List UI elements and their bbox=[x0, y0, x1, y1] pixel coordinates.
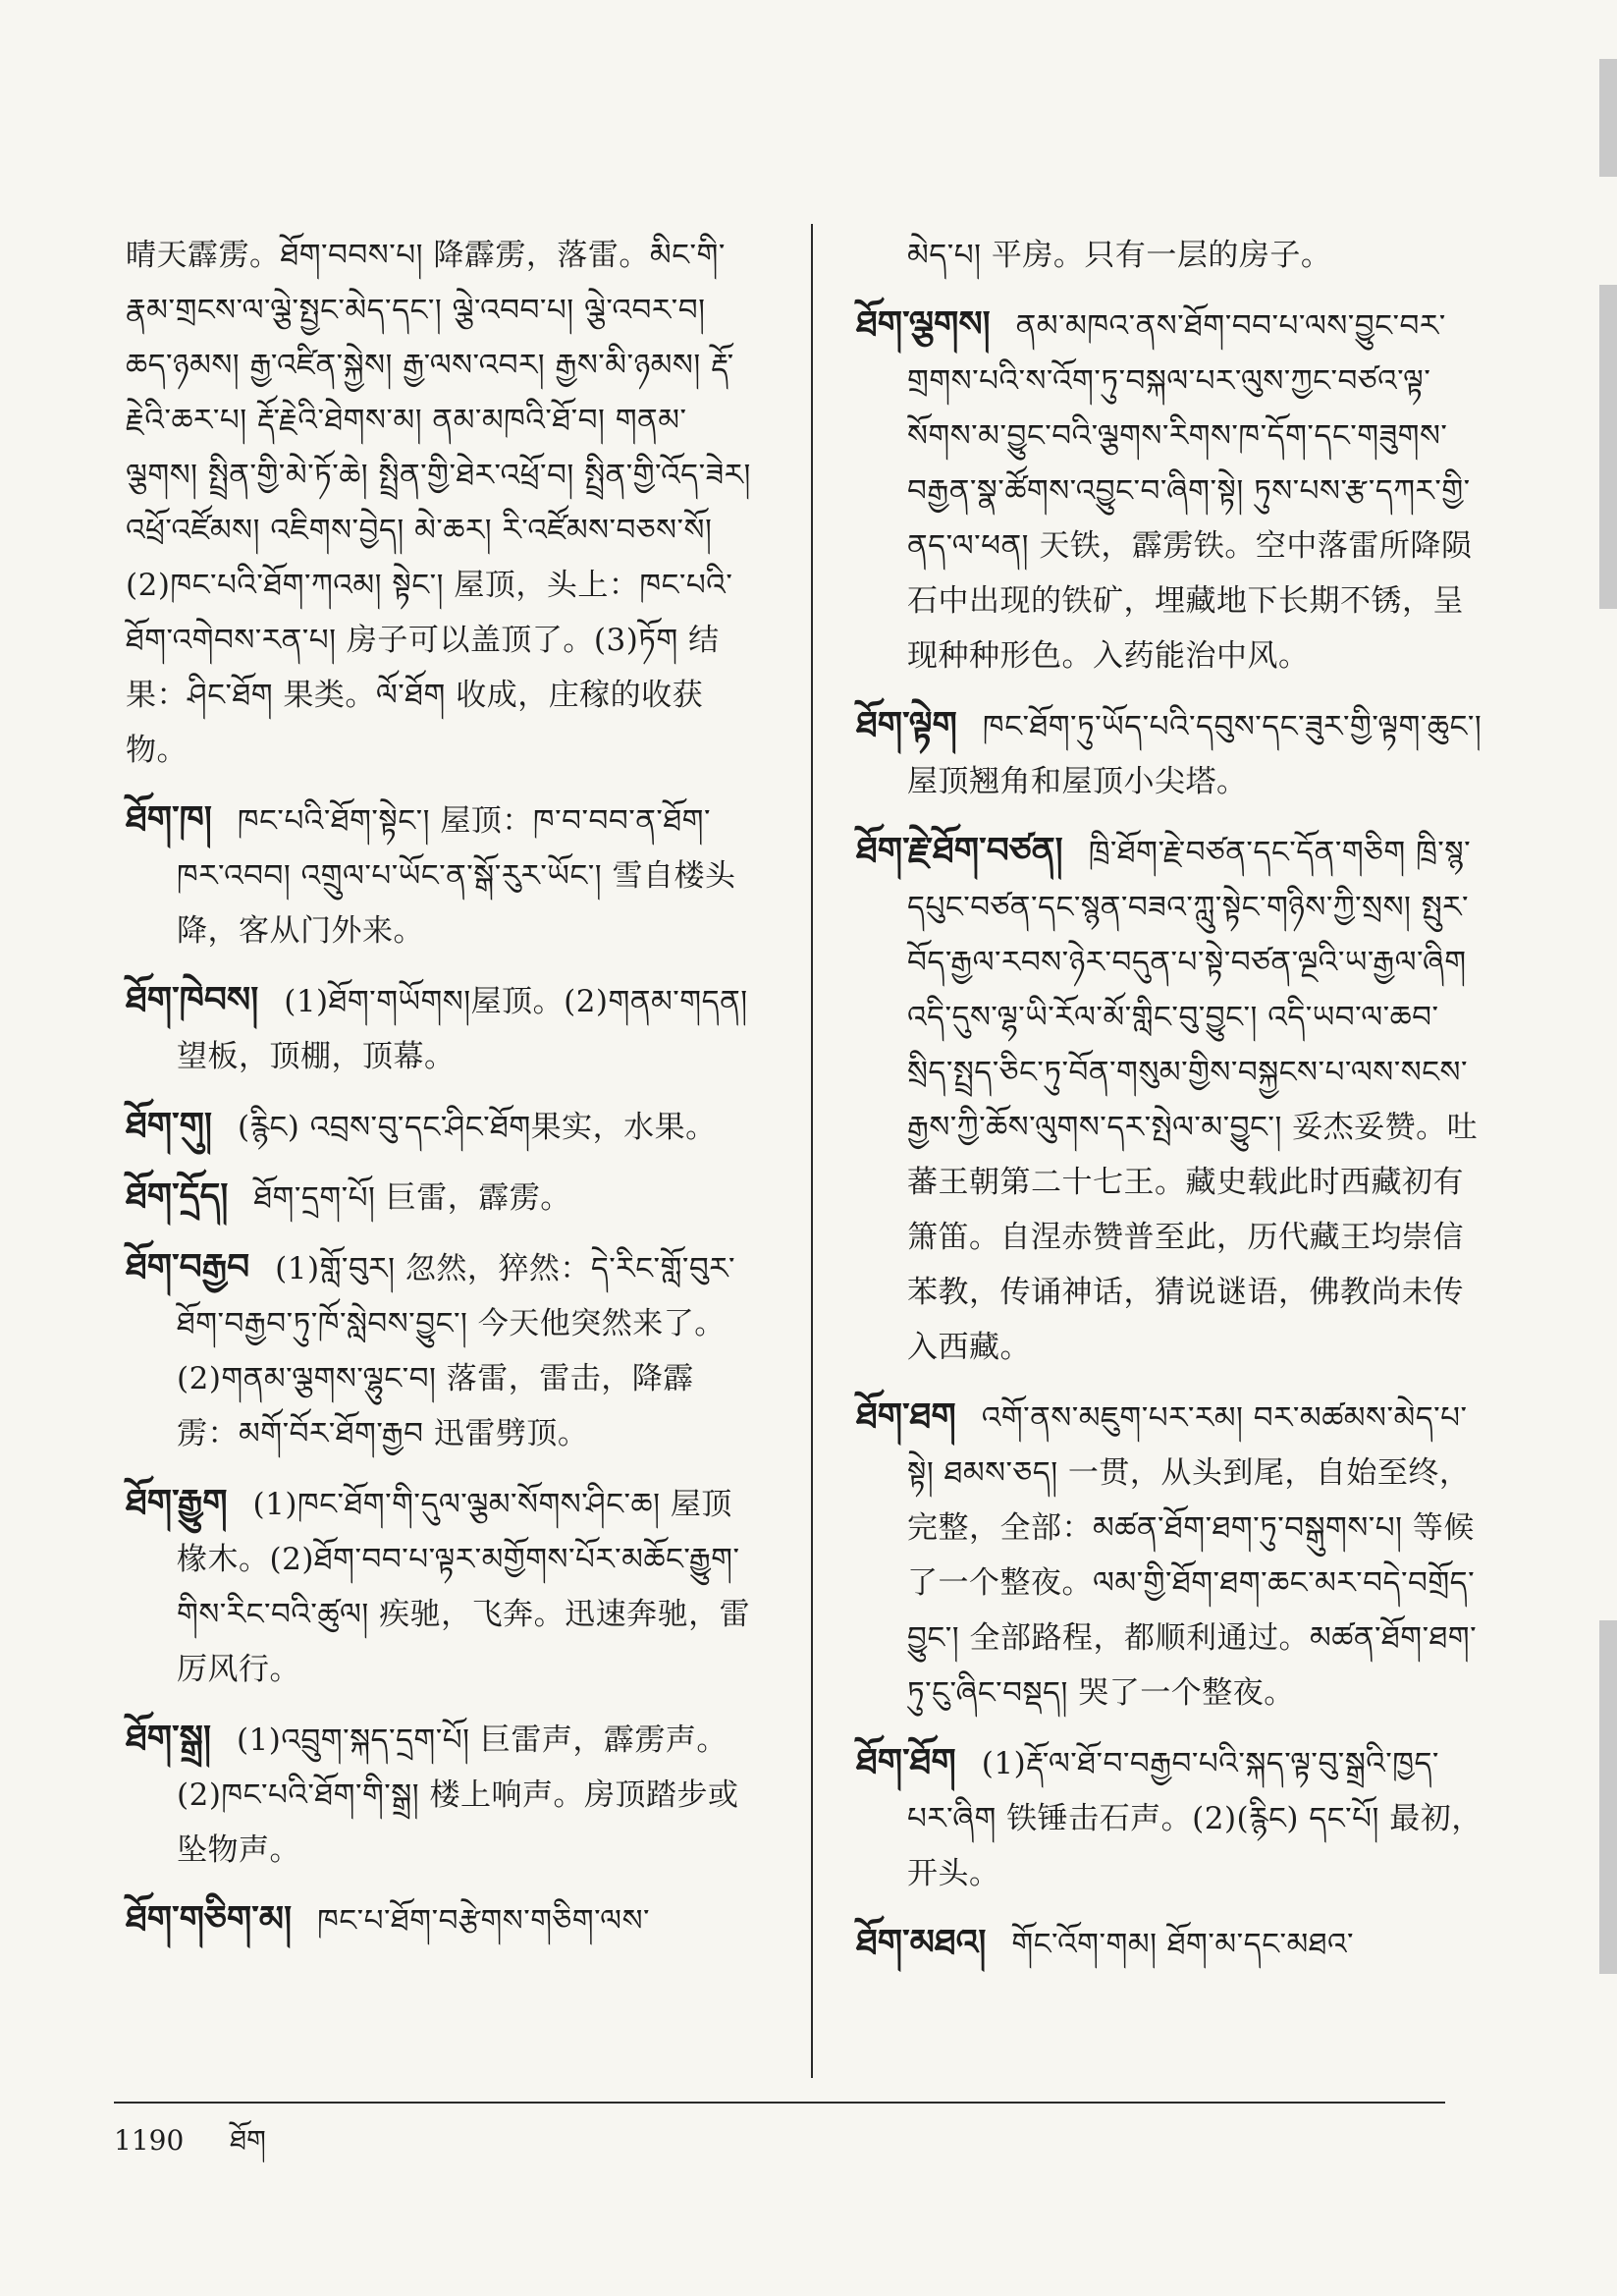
entry-body: མེད་པ། 平房。只有一层的房子。 bbox=[907, 238, 1332, 273]
page-number: 1190 bbox=[114, 2124, 185, 2157]
entry-body: ཁང་པ་ཐོག་བརྩེགས་གཅིག་ལས་ bbox=[317, 1903, 651, 1939]
column-divider bbox=[811, 224, 813, 2078]
entry-headword: ཐོག་ཁེབས། bbox=[126, 979, 259, 1020]
page-footer bbox=[114, 2109, 266, 2187]
scan-edge-mark bbox=[1599, 1620, 1617, 1974]
left-column bbox=[126, 228, 754, 1962]
entry-headword: ཐོག་ཁ། bbox=[126, 798, 212, 840]
entry-headword: ཐོག་དྲོད། bbox=[126, 1175, 229, 1217]
entry-body: (1)འབྲུག་སྐད་དྲག་པོ། 巨雷声，霹雳声。(2)ཁང་པའི་ཐོག་གི་སྒྲ། 楼上响声。房顶踏步或坠物声。 bbox=[177, 1722, 739, 1868]
entry-body: (1)ཐོག་གཡོགས།屋顶。(2)གནམ་གདན། 望板，顶棚，顶幕。 bbox=[177, 984, 748, 1074]
scan-edge-mark bbox=[1599, 59, 1617, 177]
entry-headword: ཐོག་རྒྱུག bbox=[126, 1482, 228, 1523]
dictionary-entry bbox=[126, 228, 754, 778]
dictionary-entry bbox=[856, 1915, 1484, 1972]
dictionary-entry bbox=[126, 1169, 754, 1226]
dictionary-entry bbox=[856, 1389, 1484, 1721]
scan-edge-mark bbox=[1599, 285, 1617, 609]
dictionary-entry bbox=[126, 792, 754, 958]
dictionary-entry bbox=[126, 1239, 754, 1461]
entry-body: ཐོག་དྲག་པོ། 巨雷，霹雳。 bbox=[253, 1180, 571, 1216]
entry-headword: ཐོག་གུ། bbox=[126, 1105, 212, 1146]
entry-headword: ཐོག་ལྟེག bbox=[856, 704, 957, 745]
entry-body: འགོ་ནས་མཇུག་པར་རམ། བར་མཚམས་མེད་པ་སྟེ། ཐམས་ཅད། 一贯，从头到尾，自始至终，完整，全部：མཚན་ཐོག་ཐག་ཏུ་བསྒུགས་པ། 等候了一个整夜。ལམ་གྱི་ཐོག་ཐག་ཆང་མར་བདེ་བགྲོད་བྱུང་། 全部路程，都顺利通过。མཚན་ཐོག་ཐག་ཏུ་ངུ་ཞིང་བསྡད། 哭了一个整夜。 bbox=[907, 1400, 1478, 1711]
dictionary-entry bbox=[126, 1098, 754, 1155]
entry-headword: ཐོག་བརྒྱབ bbox=[126, 1246, 250, 1287]
entry-body: གོང་འོག་གམ། ཐོག་མ་དང་མཐའ་ bbox=[1011, 1927, 1355, 1962]
dictionary-entry bbox=[126, 972, 754, 1084]
entry-body: 晴天霹雳。ཐོག་བབས་པ། 降霹雳，落雷。མིང་གི་རྣམ་གྲངས་ལ་ལྕེ་སྤྱང་མེད་དང་། ལྕེ་འབབ་པ། ལྕེ་འབར་བ། ཆད་ཉམས། རྒྱ་འཛིན་སྐྱེས། རྒྱ་ལས་འབར། རྒྱས་མི་ཉམས། རྡོ་རྗེའི་ཆར་པ། རྡོ་རྗེའི་ཐེགས་མ། ནམ་མཁའི་ཐོ་བ། གནམ་ལྕགས། སྤྲིན་གྱི་མེ་ཏོ་ཆེ། སྤྲིན་གྱི་ཐེར་འཕྲོ་བ། སྤྲིན་གྱི་འོད་ཟེར། འཕྲོ་འཛོམས། འཇིགས་བྱེད། མེ་ཆར། རི་འཛོམས་བཅས་སོ། (2)ཁང་པའི་ཐོག་ཀའམ། སྟེང་། 屋顶，头上：ཁང་པའི་ཐོག་འགེབས་རན་པ། 房子可以盖顶了。(3)ཏོག 结果：ཤིང་ཐོག 果类。ལོ་ཐོག 收成，庄稼的收获物。 bbox=[126, 238, 751, 768]
footer-rule bbox=[114, 2102, 1445, 2104]
dictionary-entry bbox=[856, 697, 1484, 809]
entry-body: ནམ་མཁའ་ནས་ཐོག་བབ་པ་ལས་བྱུང་བར་གྲགས་པའི་ས་འོག་ཏུ་བསྐལ་པར་ལུས་ཀྱང་བཙའ་ལྟ་སོགས་མ་བྱུང་བའི་ལྕགས་རིགས་ཁ་དོག་དང་གཟུགས་བརྒྱན་སྣ་ཚོགས་འབྱུང་བ་ཞིག་སྟེ། ཏུས་པས་རྩ་དཀར་གྱི་ནད་ལ་ཕན། 天铁，霹雳铁。空中落雷所降陨石中出现的铁矿，埋藏地下长期不锈，呈现种种形色。入药能治中风。 bbox=[907, 308, 1473, 674]
entry-headword: ཐོག་རྗེ་ཐོག་བཙན། bbox=[856, 830, 1063, 871]
entry-body: (1)གློ་བུར། 忽然，猝然：དེ་རིང་གློ་བུར་ཐོག་བརྒྱབ་ཏུ་ཁོ་སླེབས་བྱུང་། 今天他突然来了。(2)གནམ་ལྕགས་ལྷུང་བ། 落雷，雷击，降霹雳：མགོ་བོར་ཐོག་རྒྱབ 迅雷劈顶。 bbox=[177, 1251, 736, 1451]
entry-body: ཁང་པའི་ཐོག་སྟེང་། 屋顶：ཁ་བ་བབ་ན་ཐོག་ཁར་འབབ། འགྲུལ་པ་ཡོང་ན་སྒོ་རུར་ཡོང་། 雪自楼头降，客从门外来。 bbox=[177, 803, 736, 949]
right-column bbox=[856, 228, 1484, 1986]
dictionary-entry bbox=[856, 823, 1484, 1375]
dictionary-entry bbox=[856, 1734, 1484, 1901]
entry-body: (1)རྡོ་ལ་ཐོ་བ་བརྒྱབ་པའི་སྐད་ལྟ་བུ་སྒྲའི་ཁྱད་པར་ཞིག 铁锤击石声。(2)(རྙིང) དང་པོ། 最初，开头。 bbox=[907, 1746, 1482, 1891]
running-header-word: ཐོག bbox=[230, 2124, 266, 2157]
entry-body: (རྙིང) འབྲས་བུ་དང་ཤིང་ཐོག果实，水果。 bbox=[237, 1110, 717, 1145]
entry-headword: ཐོག་ལྕགས། bbox=[856, 303, 991, 345]
entry-headword: ཐོག་མཐའ། bbox=[856, 1922, 987, 1963]
entry-headword: ཐོག་གཅིག་མ། bbox=[126, 1898, 293, 1940]
dictionary-entry bbox=[126, 1475, 754, 1697]
entry-body: (1)ཁང་ཐོག་གི་དུལ་ལྕམ་སོགས་ཤིང་ཆ། 屋顶椽木。(2)ཐོག་བབ་པ་ལྟར་མགྱོགས་པོར་མཆོང་རྒྱུག་གིས་རིང་བའི་ཚུལ། 疾驰，飞奔。迅速奔驰，雷厉风行。 bbox=[177, 1487, 751, 1687]
entry-body: ཁང་ཐོག་ཏུ་ཡོད་པའི་དབུས་དང་ཟུར་གྱི་ལྟག་ཆུང་། 屋顶翘角和屋顶小尖塔。 bbox=[907, 709, 1482, 799]
dictionary-entry bbox=[856, 228, 1484, 283]
entry-headword: ཐོག་སྒྲ། bbox=[126, 1718, 211, 1759]
dictionary-entry bbox=[126, 1891, 754, 1948]
entry-body: ཁྲི་ཐོག་རྗེ་བཙན་དང་དོན་གཅིག ཁྲི་སྙ་དཔུང་བཙན་དང་སྙན་བཟའ་ཀླུ་སྟེང་གཉིས་ཀྱི་སྲས། སྤུར་བོད་རྒྱལ་རབས་ཉེར་བདུན་པ་སྟེ་བཙན་ལྔའི་ཡ་རྒྱལ་ཞིག འདི་དུས་ལྷ་ཡི་རོལ་མོ་གླིང་བུ་བྱུང་། འདི་ཡབ་ལ་ཆབ་སྲིད་སྤྲད་ཅིང་ཏུ་བོན་གསུམ་གྱིས་བསྐྱངས་པ་ལས་སངས་རྒྱས་ཀྱི་ཆོས་ལུགས་དར་སྤེལ་མ་བྱུང་། 妥杰妥赞。吐蕃王朝第二十七王。藏史载此时西藏初有箫笛。自涅赤赞普至此，历代藏王均崇信苯教，传诵神话，猜说谜语，佛教尚未传入西藏。 bbox=[907, 835, 1479, 1365]
dictionary-entry bbox=[856, 297, 1484, 683]
entry-headword: ཐོག་ཐོག bbox=[856, 1741, 956, 1782]
entry-headword: ཐོག་ཐག bbox=[856, 1395, 956, 1437]
dictionary-entry bbox=[126, 1711, 754, 1878]
